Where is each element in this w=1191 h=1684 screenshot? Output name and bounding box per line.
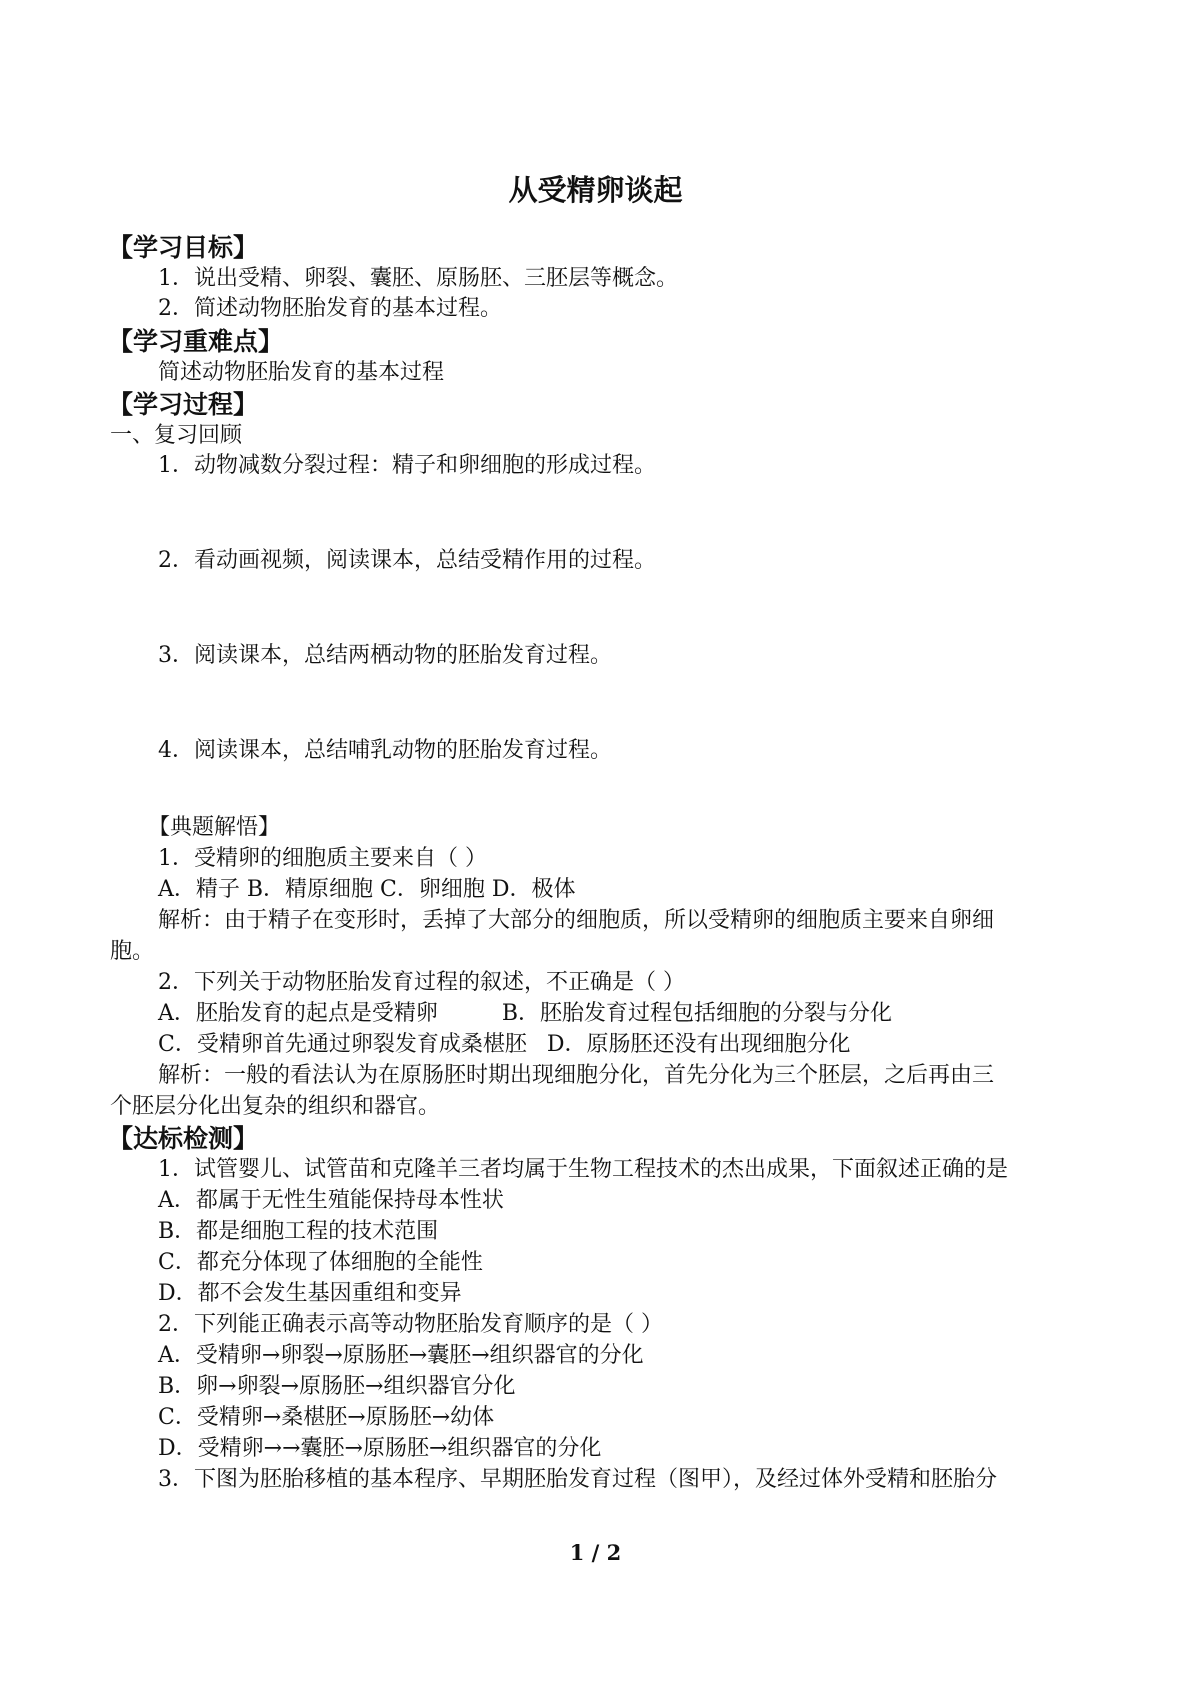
test-q2-option: C．受精卵→桑椹胚→原肠胚→幼体 [158,1405,495,1430]
process-subheading: 一、复习回顾 [110,423,243,448]
key-heading: 【学习重难点】 [108,327,284,356]
test-q1-option: A．都属于无性生殖能保持母本性状 [158,1188,504,1213]
option-d: D．原肠胚还没有出现细胞分化 [546,1032,851,1057]
example-q2: 2．下列关于动物胚胎发育过程的叙述，不正确是（ ） [158,970,685,995]
test-q1-option: D．都不会发生基因重组和变异 [158,1281,462,1306]
example-q1-analysis: 胞。 [110,939,155,964]
test-q1: 1．试管婴儿、试管苗和克隆羊三者均属于生物工程技术的杰出成果，下面叙述正确的是 [158,1157,1008,1182]
goal-item: 1．说出受精、卵裂、囊胚、原肠胚、三胚层等概念。 [158,266,678,291]
goal-item: 2．简述动物胚胎发育的基本过程。 [158,296,502,321]
example-q2-analysis: 解析：一般的看法认为在原肠胚时期出现细胞分化，首先分化为三个胚层，之后再由三 [158,1063,995,1088]
process-item: 3．阅读课本，总结两栖动物的胚胎发育过程。 [158,643,612,668]
process-item: 4．阅读课本，总结哺乳动物的胚胎发育过程。 [158,738,612,763]
example-q1-analysis: 解析：由于精子在变形时，丢掉了大部分的细胞质，所以受精卵的细胞质主要来自卵细 [158,908,995,933]
test-q3: 3．下图为胚胎移植的基本程序、早期胚胎发育过程（图甲），及经过体外受精和胚胎分 [158,1467,997,1492]
example-q1: 1．受精卵的细胞质主要来自（ ） [158,846,487,871]
goals-heading: 【学习目标】 [108,233,259,262]
page-title: 从受精卵谈起 [508,173,683,207]
examples-heading: 【典题解悟】 [148,815,281,840]
test-heading: 【达标检测】 [108,1124,259,1153]
test-q1-option: B．都是细胞工程的技术范围 [158,1219,439,1244]
process-item: 2．看动画视频，阅读课本，总结受精作用的过程。 [158,548,656,573]
example-q2-options-ab [158,999,892,1029]
example-q2-analysis: 个胚层分化出复杂的组织和器官。 [110,1094,441,1119]
test-q2-option: A．受精卵→卵裂→原肠胚→囊胚→组织器官的分化 [158,1343,644,1368]
test-q1-option: C．都充分体现了体细胞的全能性 [158,1250,483,1275]
test-q2: 2．下列能正确表示高等动物胚胎发育顺序的是（ ） [158,1312,663,1337]
option-b: B．胚胎发育过程包括细胞的分裂与分化 [501,1001,893,1026]
process-heading: 【学习过程】 [108,390,259,419]
process-item: 1．动物减数分裂过程：精子和卵细胞的形成过程。 [158,453,656,478]
example-q2-options-cd [158,1030,850,1060]
test-q2-option: D．受精卵→→囊胚→原肠胚→组织器官的分化 [158,1436,602,1461]
option-a: A．胚胎发育的起点是受精卵 [158,1001,438,1026]
example-q1-options: A．精子 B．精原细胞 C．卵细胞 D．极体 [158,877,576,902]
test-q2-option: B．卵→卵裂→原肠胚→组织器官分化 [158,1374,516,1399]
key-text: 简述动物胚胎发育的基本过程 [158,360,445,385]
page-number: 1 / 2 [569,1540,622,1565]
option-c: C．受精卵首先通过卵裂发育成桑椹胚 [158,1032,527,1057]
